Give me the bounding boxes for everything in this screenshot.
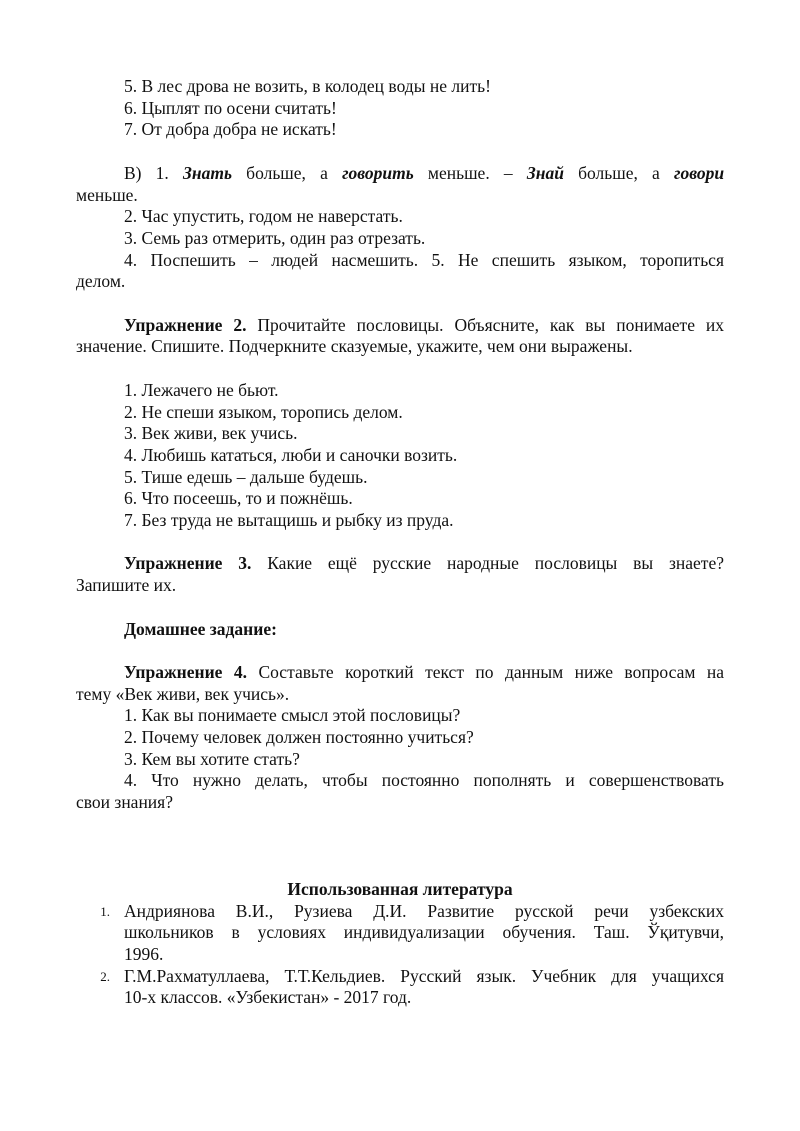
proverb-2-5: 5. Тише едешь – дальше будешь. [124, 466, 368, 487]
references-list [76, 901, 724, 1010]
proverb-a5: 5. В лес дрова не возить, в колодец воды не лить! [124, 76, 491, 96]
proverb-a7: 7. От добра добра не искать! [124, 119, 337, 140]
proverb-v4-cont: делом. [76, 271, 126, 292]
emphasis-word: Знать [183, 162, 232, 183]
exercise-4-title: Упражнение 4. [124, 661, 248, 682]
question-4: 4. Что нужно делать, чтобы постоянно пополнять и совершенствовать [124, 770, 724, 791]
exercise-2-intro-cont: значение. Спишите. Подчеркните сказуемые, укажите, чем они выражены. [76, 336, 633, 357]
document-page [76, 76, 724, 1009]
exercise-3-intro: Упражнение 3. Какие ещё русские народные пословицы вы знаете? [124, 553, 724, 574]
exercise-4-intro-cont: тему «Век живи, век учись». [76, 683, 290, 704]
exercise-3-intro-cont: Запишите их. [76, 575, 177, 596]
emphasis-word: говорить [342, 162, 414, 183]
proverb-2-6: 6. Что посеешь, то и пожнёшь. [124, 488, 353, 509]
exercise-2-title: Упражнение 2. [124, 314, 247, 335]
exercise-2-intro: Упражнение 2. Прочитайте пословицы. Объясните, как вы понимаете их [124, 314, 725, 335]
reference-number: 1. [100, 903, 110, 919]
section-v-line1: В) 1. Знать больше, а говорить меньше. – Знай больше, а говори [124, 162, 725, 183]
proverb-2-7: 7. Без труда не вытащишь и рыбку из пруда. [124, 510, 454, 531]
question-2: 2. Почему человек должен постоянно учиться? [124, 727, 474, 747]
question-4-cont: свои знания? [76, 792, 173, 813]
question-3: 3. Кем вы хотите стать? [124, 748, 300, 769]
proverb-2-3: 3. Век живи, век учись. [124, 423, 298, 444]
section-v-line2: меньше. [76, 184, 138, 205]
proverb-2-4: 4. Любишь кататься, люби и саночки возить. [124, 444, 458, 465]
emphasis-word: Знай [526, 162, 564, 183]
emphasis-word: говори [674, 162, 725, 183]
homework-heading: Домашнее задание: [124, 618, 277, 639]
references-title: Использованная литература [287, 878, 513, 899]
proverb-v2: 2. Час упустить, годом не наверстать. [124, 206, 403, 227]
reference-number: 2. [100, 968, 110, 984]
question-1: 1. Как вы понимаете смысл этой пословицы? [124, 705, 461, 726]
exercise-3-title: Упражнение 3. [124, 553, 252, 574]
proverb-2-2: 2. Не спеши языком, торопись делом. [124, 401, 403, 422]
exercise-4-intro: Упражнение 4. Составьте короткий текст по данным ниже вопросам на [124, 661, 725, 682]
reference-item: 2. Г.М.Рахматуллаева, Т.Т.Кельдиев. Русский язык. Учебник для учащихся 10-х классов. «Узбекистан» - 2017 год. [76, 966, 724, 1009]
proverb-a6: 6. Цыплят по осени считать! [124, 97, 337, 118]
proverb-v3: 3. Семь раз отмерить, один раз отрезать. [124, 227, 426, 248]
proverb-2-1: 1. Лежачего не бьют. [124, 379, 279, 400]
proverb-v4: 4. Поспешить – людей насмешить. 5. Не спешить языком, торопиться [124, 249, 724, 270]
reference-item: 1. Андриянова В.И., Рузиева Д.И. Развитие русской речи узбекских школьников в условиях индивидуализации обучения. Таш. Ўқитувчи, 1996. [76, 901, 724, 966]
